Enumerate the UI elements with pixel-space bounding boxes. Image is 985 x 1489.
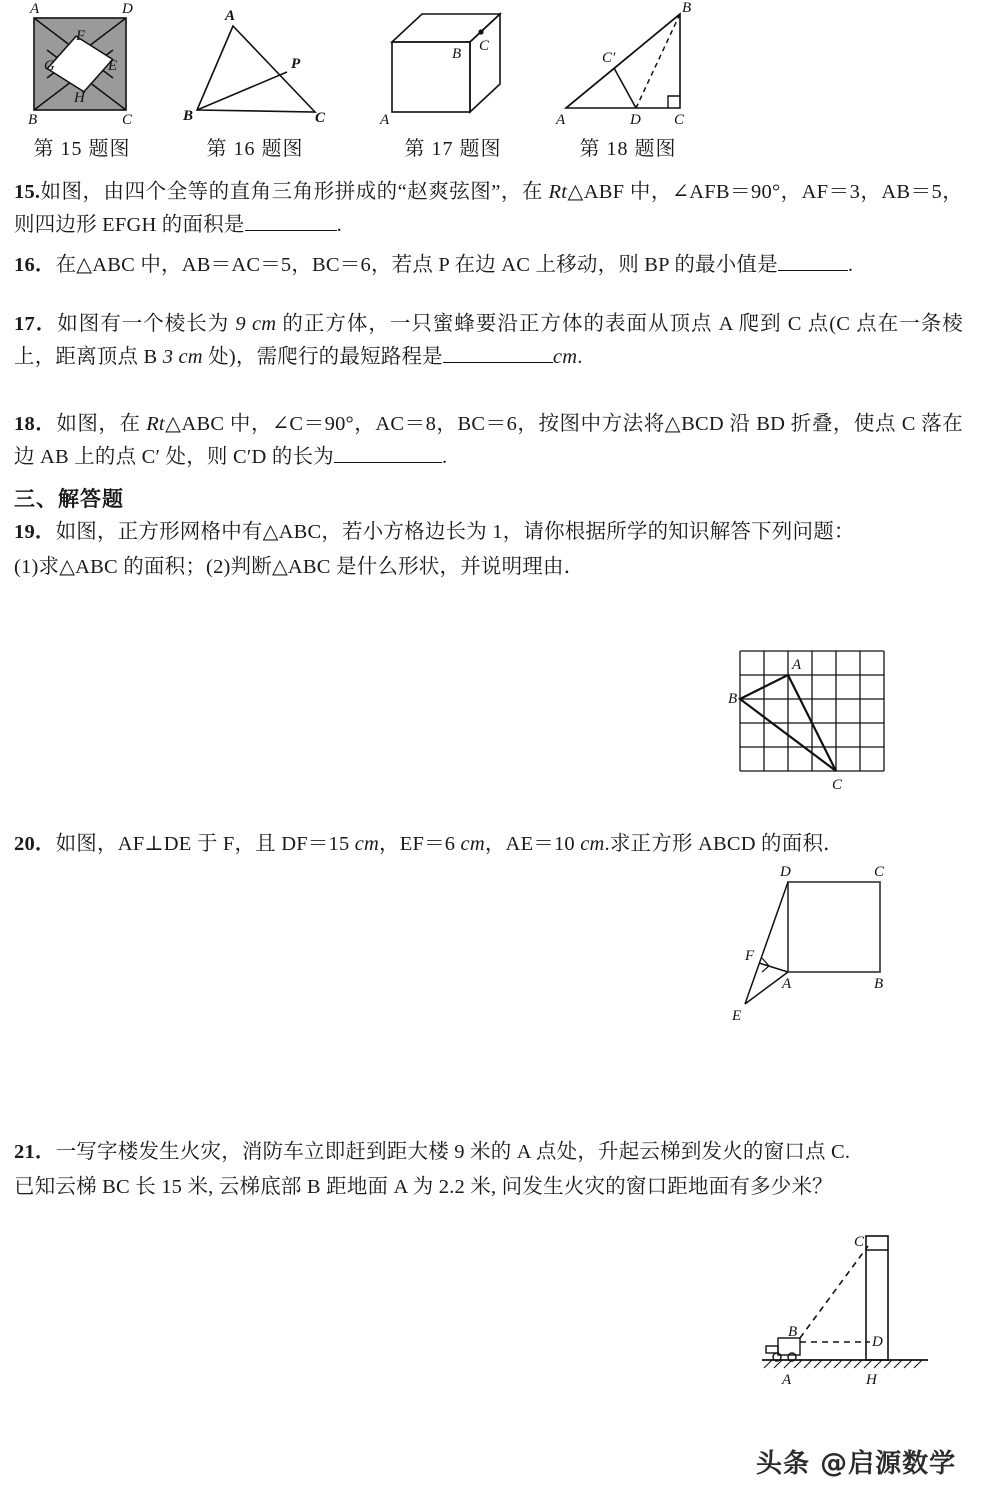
question-18-number: 18． bbox=[14, 413, 57, 435]
figure-21-label-C: C bbox=[854, 1234, 865, 1250]
question-21-number: 21． bbox=[14, 1141, 56, 1163]
figure-19-label-C: C bbox=[832, 777, 843, 793]
figure-20-label-B: B bbox=[874, 976, 884, 992]
question-15-body-b: △ABF 中，∠AFB＝90°，AF＝3，AB＝5，则四边形 EFGH 的面积是 bbox=[14, 181, 963, 237]
figure-16 bbox=[175, 0, 335, 161]
figure-18-label-B: B bbox=[682, 0, 692, 16]
question-17-body-a: 如图有一个棱长为 bbox=[57, 313, 236, 335]
question-15-tail: . bbox=[336, 214, 342, 237]
question-21-body-b: 已知云梯 BC 长 15 米, 云梯底部 B 距地面 A 为 2.2 米, 问发生火灾的窗口距地面有多少米？ bbox=[14, 1176, 833, 1199]
question-20-body-c: ，AE＝10 bbox=[484, 833, 581, 855]
question-20-text bbox=[0, 828, 985, 861]
question-20-unit-3: cm bbox=[580, 833, 605, 855]
question-17-number: 17． bbox=[14, 313, 58, 335]
figure-21-label-B: B bbox=[788, 1324, 798, 1340]
figure-16-label-B: B bbox=[183, 108, 194, 124]
question-15 bbox=[0, 176, 985, 242]
figure-18-label-C: C bbox=[674, 112, 685, 128]
figure-15-label-H: H bbox=[74, 90, 85, 106]
figure-17 bbox=[378, 0, 528, 161]
question-18-blank[interactable] bbox=[334, 462, 442, 463]
figure-18-label-Cprime: C′ bbox=[602, 50, 616, 66]
figure-19-label-A: A bbox=[792, 657, 802, 673]
question-18-body-b: △ABC 中，∠C＝90°，AC＝8，BC＝6，按图中方法将△BCD 沿 BD 折叠，使点 C 落在边 AB 上的点 C′ 处，则 C′D 的长为 bbox=[14, 413, 964, 469]
question-15-text bbox=[0, 176, 985, 242]
question-17-text bbox=[0, 308, 985, 374]
question-20-unit-2: cm bbox=[460, 833, 485, 855]
question-16 bbox=[0, 249, 985, 282]
figure-15-label-E: E bbox=[108, 58, 118, 74]
question-19 bbox=[0, 516, 985, 584]
figure-18-drawing bbox=[548, 0, 708, 128]
question-20-body-a: 如图，AF⊥DE 于 F，且 DF＝15 bbox=[55, 833, 355, 855]
figure-17-label-B: B bbox=[452, 46, 462, 62]
question-21-body-a: 一写字楼发生火灾，消防车立即赶到距大楼 9 米的 A 点处，升起云梯到发火的窗口点 C. bbox=[55, 1141, 851, 1163]
figure-16-label-A: A bbox=[225, 8, 236, 24]
figure-16-caption: 第 16 题图 bbox=[206, 138, 304, 160]
question-20 bbox=[0, 828, 985, 861]
watermark-account: 启源数学 bbox=[848, 1449, 957, 1479]
figure-18-caption: 第 18 题图 bbox=[579, 138, 677, 160]
section-heading-block bbox=[0, 483, 985, 513]
figure-21-label-H: H bbox=[866, 1372, 877, 1388]
top-figures-row bbox=[0, 0, 985, 170]
question-17-body-c: 处)，需爬行的最短路程是 bbox=[202, 346, 443, 369]
question-17-blank[interactable] bbox=[443, 362, 553, 363]
question-16-text bbox=[0, 249, 985, 282]
question-20-body-b: ，EF＝6 bbox=[379, 833, 461, 855]
question-17-unit-2: 3 cm bbox=[162, 346, 203, 369]
figure-21-label-A: A bbox=[782, 1372, 792, 1388]
figure-15-drawing bbox=[12, 0, 152, 128]
figure-15 bbox=[12, 0, 152, 161]
question-15-blank[interactable] bbox=[245, 230, 337, 231]
question-18-tail: . bbox=[441, 446, 448, 469]
question-19-text bbox=[0, 516, 985, 549]
figure-17-caption: 第 17 题图 bbox=[404, 138, 502, 160]
question-15-body-a: 如图，由四个全等的直角三角形拼成的“赵爽弦图”，在 bbox=[40, 181, 549, 203]
question-17-tail-unit: cm bbox=[552, 346, 578, 369]
question-15-number: 15. bbox=[14, 181, 41, 203]
question-18 bbox=[0, 408, 985, 474]
figure-15-label-D: D bbox=[122, 1, 133, 17]
question-18-text bbox=[0, 408, 985, 474]
question-16-tail: . bbox=[847, 254, 854, 276]
figure-20 bbox=[712, 862, 917, 1035]
figure-20-label-C: C bbox=[874, 864, 885, 880]
figure-19-drawing bbox=[728, 643, 918, 818]
figure-15-label-F: F bbox=[76, 28, 86, 44]
figure-15-label-G: G bbox=[44, 58, 55, 74]
question-17-tail: . bbox=[577, 346, 583, 369]
question-20-unit-1: cm bbox=[354, 833, 380, 855]
figure-17-label-C: C bbox=[479, 38, 490, 54]
figure-17-drawing bbox=[378, 0, 528, 128]
figure-20-label-D: D bbox=[780, 864, 791, 880]
figure-16-label-P: P bbox=[291, 56, 301, 72]
question-19-body-a: 如图，正方形网格中有△ABC，若小方格边长为 1，请你根据所学的知识解答下列问题： bbox=[55, 521, 855, 543]
question-21-text bbox=[0, 1136, 985, 1169]
figure-16-drawing bbox=[175, 0, 335, 128]
question-16-blank[interactable] bbox=[778, 270, 848, 271]
question-20-body-d: .求正方形 ABCD 的面积． bbox=[604, 833, 844, 855]
figure-18-label-A: A bbox=[556, 112, 566, 128]
figure-20-label-A: A bbox=[782, 976, 792, 992]
watermark bbox=[756, 1443, 956, 1480]
question-20-number: 20． bbox=[14, 833, 56, 855]
figure-19 bbox=[728, 643, 918, 823]
figure-18-label-D: D bbox=[630, 112, 641, 128]
figure-16-label-C: C bbox=[315, 110, 326, 126]
question-21 bbox=[0, 1136, 985, 1204]
watermark-at-symbol: @ bbox=[820, 1448, 849, 1479]
figure-15-label-B: B bbox=[28, 112, 38, 128]
question-15-rt: Rt bbox=[548, 181, 568, 203]
question-17-body-b: 的正方体，一只蜜蜂要沿正方体的表面从顶点 A 爬到 C 点(C 点在一条棱上，距离顶点 B bbox=[14, 313, 963, 369]
figure-15-caption: 第 15 题图 bbox=[33, 138, 131, 160]
figure-21-label-D: D bbox=[872, 1334, 883, 1350]
question-16-number: 16． bbox=[14, 254, 56, 276]
question-18-rt: Rt bbox=[146, 413, 165, 435]
figure-17-label-A: A bbox=[380, 112, 390, 128]
question-19-number: 19． bbox=[14, 521, 56, 543]
figure-20-label-F: F bbox=[745, 948, 755, 964]
figure-21-drawing bbox=[742, 1232, 947, 1412]
figure-18 bbox=[548, 0, 708, 161]
figure-20-label-E: E bbox=[732, 1008, 742, 1024]
figure-20-drawing bbox=[712, 862, 917, 1030]
question-17-unit-1: 9 cm bbox=[235, 313, 277, 335]
watermark-brand: 头条 bbox=[756, 1449, 811, 1479]
question-17 bbox=[0, 308, 985, 374]
question-19-subparts: (1)求△ABC 的面积；(2)判断△ABC 是什么形状，并说明理由． bbox=[14, 556, 585, 579]
question-16-body: 在△ABC 中，AB＝AC＝5，BC＝6，若点 P 在边 AC 上移动，则 BP 的最小值是 bbox=[55, 254, 778, 276]
section-header: 三、解答题 bbox=[14, 487, 124, 511]
figure-19-label-B: B bbox=[728, 691, 738, 707]
figure-15-label-A: A bbox=[30, 1, 40, 17]
figure-21 bbox=[742, 1232, 947, 1417]
question-18-body-a: 如图，在 bbox=[56, 413, 147, 435]
figure-15-label-C: C bbox=[122, 112, 133, 128]
